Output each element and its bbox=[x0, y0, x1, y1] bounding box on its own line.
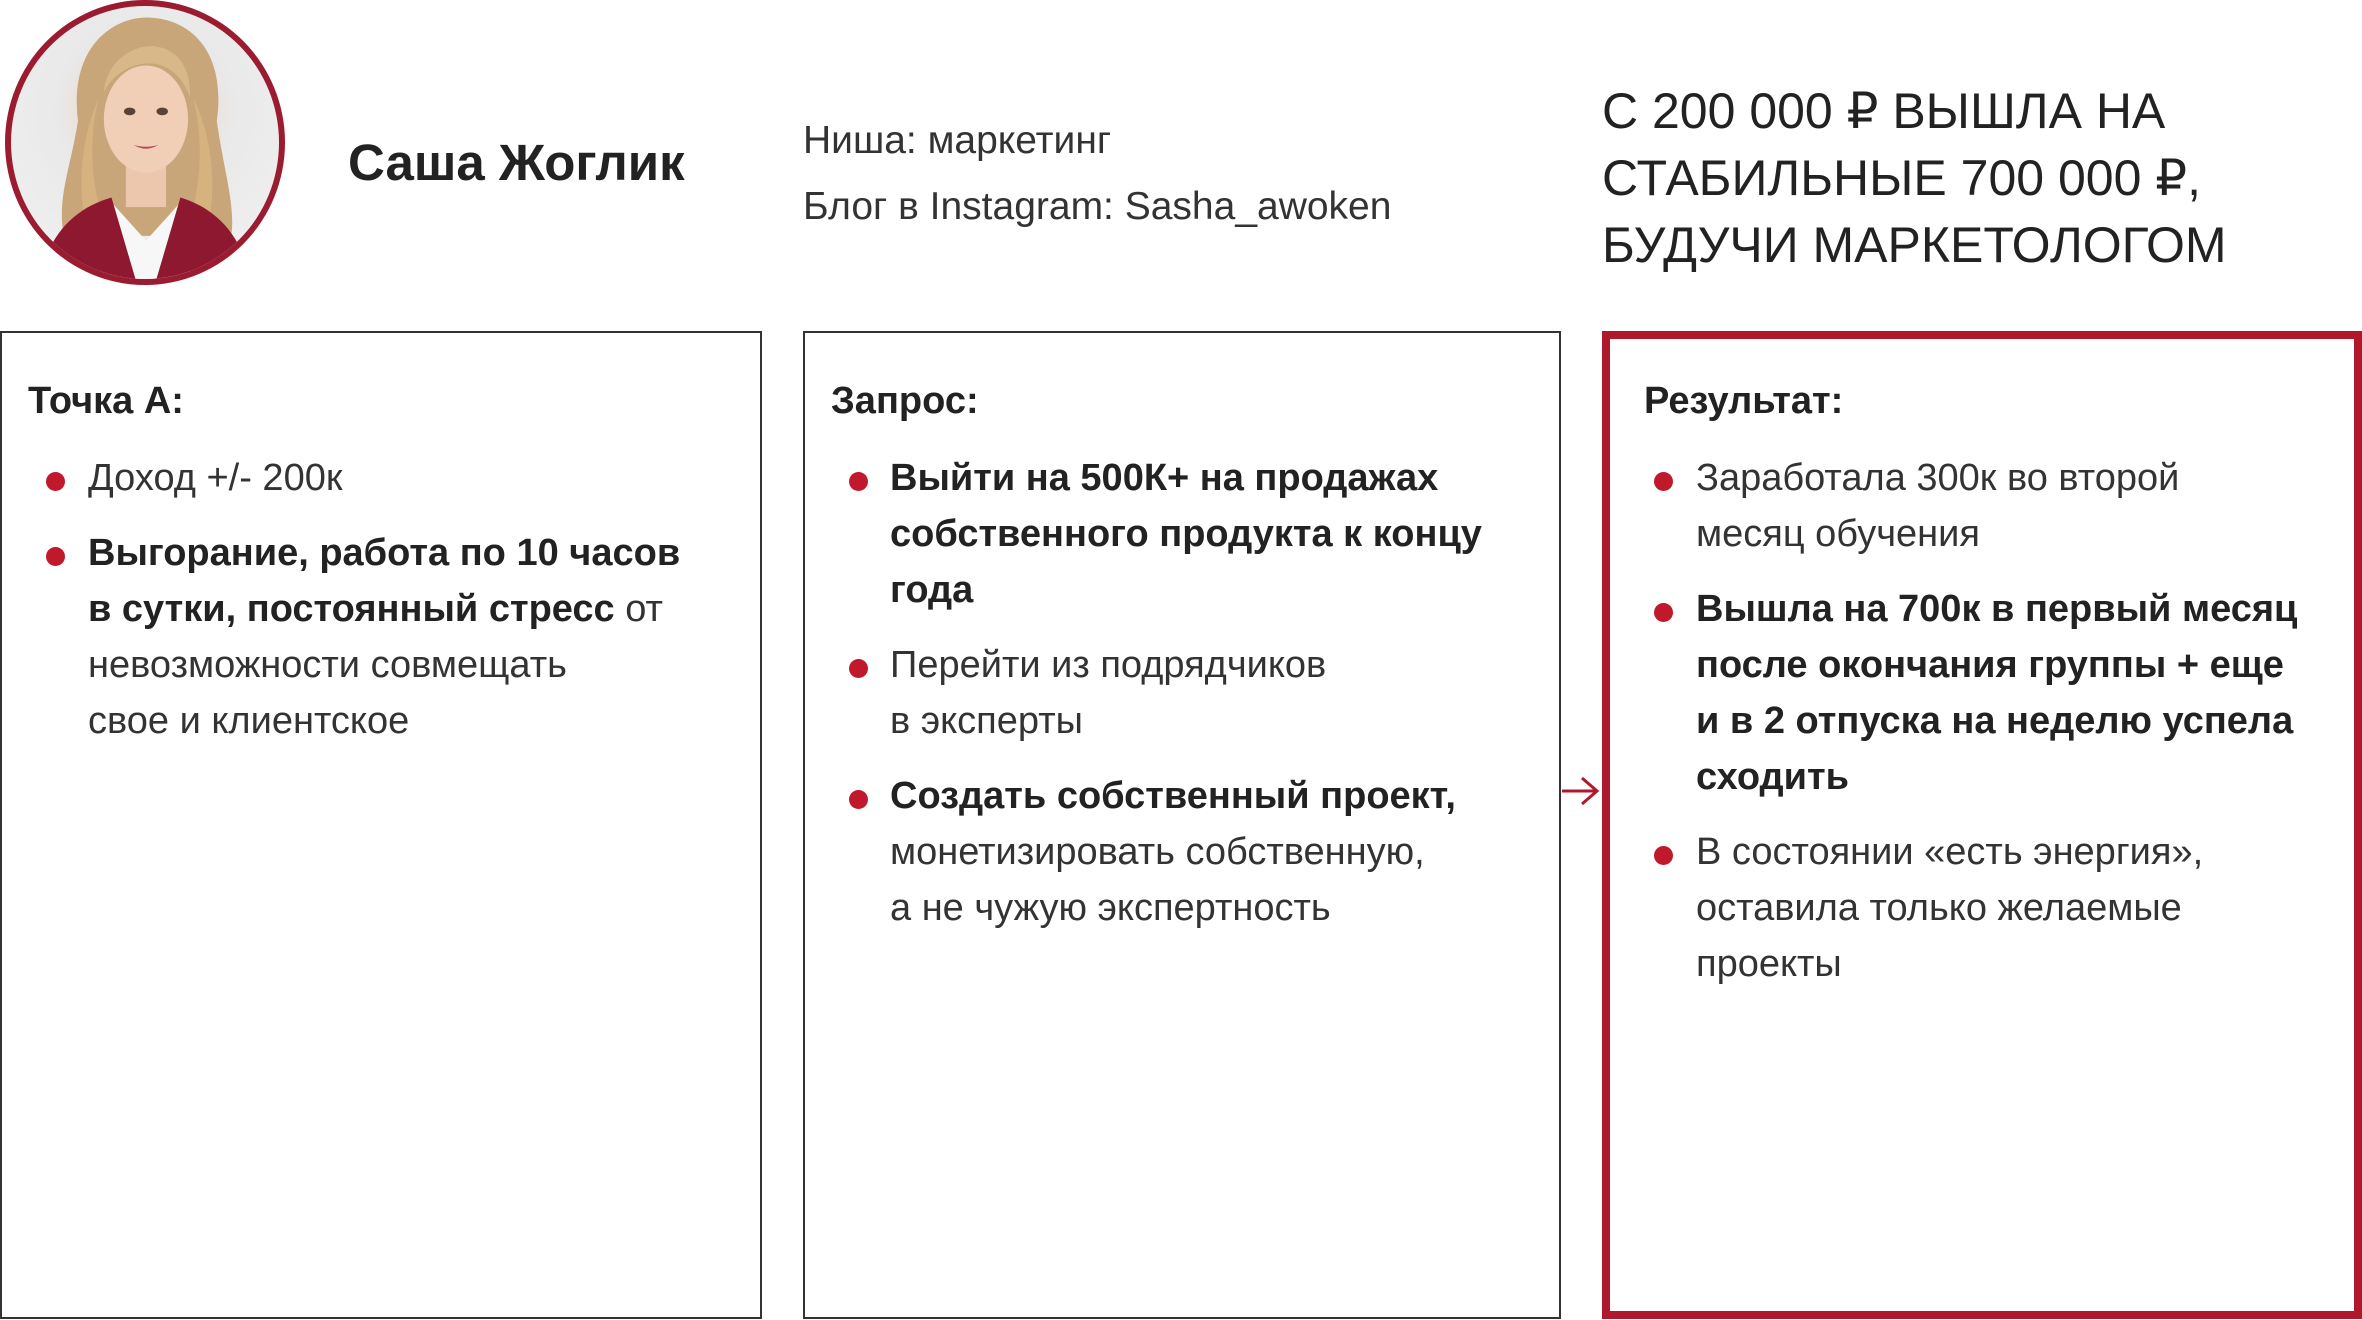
list-item-line bbox=[890, 637, 1482, 693]
list-item-text: проекты bbox=[1696, 943, 1842, 985]
list-item-line bbox=[88, 693, 680, 749]
list-item-line bbox=[890, 880, 1482, 936]
list-item-text: от bbox=[614, 588, 663, 630]
list-item-bold-text: сходить bbox=[1696, 756, 1849, 798]
list-item-text: Заработала 300к во второй bbox=[1696, 457, 2180, 499]
list-item-bold-text: собственного продукта к концу bbox=[890, 513, 1482, 555]
list-item-line bbox=[890, 824, 1482, 880]
list-item-bold-text: и в 2 отпуска на неделю успела bbox=[1696, 700, 2294, 742]
bullet-dot-icon bbox=[849, 472, 868, 491]
result-list bbox=[1610, 450, 2297, 1011]
result-headline bbox=[1602, 78, 2227, 279]
bullet-dot-icon bbox=[46, 472, 65, 491]
result-title: Результат: bbox=[1644, 380, 1844, 422]
list-item-text: Доход +/- 200к bbox=[88, 457, 343, 499]
request-card bbox=[803, 331, 1561, 1319]
bullet-dot-icon bbox=[849, 659, 868, 678]
bullet-dot-icon bbox=[1654, 603, 1673, 622]
list-item-line bbox=[1696, 880, 2297, 936]
bullet-dot-icon bbox=[1654, 472, 1673, 491]
list-item-text: оставила только желаемые bbox=[1696, 887, 2182, 929]
list-item-text: месяц обучения bbox=[1696, 513, 1980, 555]
list-item-line bbox=[890, 562, 1482, 618]
bullet-dot-icon bbox=[849, 790, 868, 809]
profile-info bbox=[803, 108, 1391, 240]
list-item-line bbox=[890, 768, 1482, 824]
list-item-text: свое и клиентское bbox=[88, 700, 410, 742]
list-item bbox=[1610, 824, 2297, 992]
avatar-portrait bbox=[11, 6, 279, 279]
avatar bbox=[5, 0, 285, 285]
list-item bbox=[805, 450, 1482, 618]
list-item bbox=[805, 768, 1482, 936]
list-item-bold-text: Выйти на 500К+ на продажах bbox=[890, 457, 1439, 499]
blog-text: Блог в Instagram: Sasha_awoken bbox=[803, 185, 1392, 228]
list-item-line bbox=[1696, 450, 2297, 506]
list-item-line bbox=[1696, 637, 2297, 693]
headline-line: БУДУЧИ МАРКЕТОЛОГОМ bbox=[1602, 217, 2227, 273]
list-item bbox=[2, 525, 680, 749]
point-a-list bbox=[2, 450, 680, 768]
list-item-line bbox=[88, 637, 680, 693]
list-item-line bbox=[1696, 749, 2297, 805]
bullet-dot-icon bbox=[1654, 846, 1673, 865]
list-item-line bbox=[890, 450, 1482, 506]
list-item bbox=[2, 450, 680, 506]
headline-line: СТАБИЛЬНЫЕ 700 000 ₽, bbox=[1602, 150, 2201, 206]
profile-name: Саша Жоглик bbox=[348, 134, 685, 191]
list-item-line bbox=[1696, 693, 2297, 749]
list-item-bold-text: после окончания группы + еще bbox=[1696, 644, 2284, 686]
headline-line: С 200 000 ₽ ВЫШЛА НА bbox=[1602, 83, 2166, 139]
list-item-bold-text: года bbox=[890, 569, 974, 611]
result-card bbox=[1602, 331, 2362, 1319]
bullet-dot-icon bbox=[46, 547, 65, 566]
point-a-title: Точка А: bbox=[28, 380, 184, 422]
list-item-line bbox=[1696, 824, 2297, 880]
list-item-bold-text: Выгорание, работа по 10 часов bbox=[88, 532, 681, 574]
list-item-text: В состоянии «есть энергия», bbox=[1696, 831, 2204, 873]
list-item-bold-text: в сутки, постоянный стресс bbox=[88, 588, 615, 630]
request-title: Запрос: bbox=[831, 380, 979, 422]
list-item bbox=[1610, 450, 2297, 562]
list-item-line bbox=[1696, 936, 2297, 992]
list-item-line bbox=[890, 506, 1482, 562]
arrow-right-icon bbox=[1560, 774, 1600, 808]
list-item-bold-text: Создать собственный проект, bbox=[890, 775, 1456, 817]
list-item-line bbox=[88, 525, 680, 581]
list-item-line bbox=[1696, 506, 2297, 562]
list-item-line bbox=[890, 693, 1482, 749]
list-item-text: Перейти из подрядчиков bbox=[890, 644, 1327, 686]
list-item-bold-text: Вышла на 700к в первый месяц bbox=[1696, 588, 2298, 630]
list-item-line bbox=[88, 581, 680, 637]
niche-text: Ниша: маркетинг bbox=[803, 119, 1112, 162]
list-item-line bbox=[88, 450, 680, 506]
list-item-line bbox=[1696, 581, 2297, 637]
request-list bbox=[805, 450, 1482, 955]
list-item bbox=[1610, 581, 2297, 805]
list-item-text: невозможности совмещать bbox=[88, 644, 567, 686]
list-item-text: в эксперты bbox=[890, 700, 1083, 742]
list-item-text: а не чужую экспертность bbox=[890, 887, 1331, 929]
point-a-card bbox=[0, 331, 762, 1319]
list-item bbox=[805, 637, 1482, 749]
list-item-text: монетизировать собственную, bbox=[890, 831, 1425, 873]
